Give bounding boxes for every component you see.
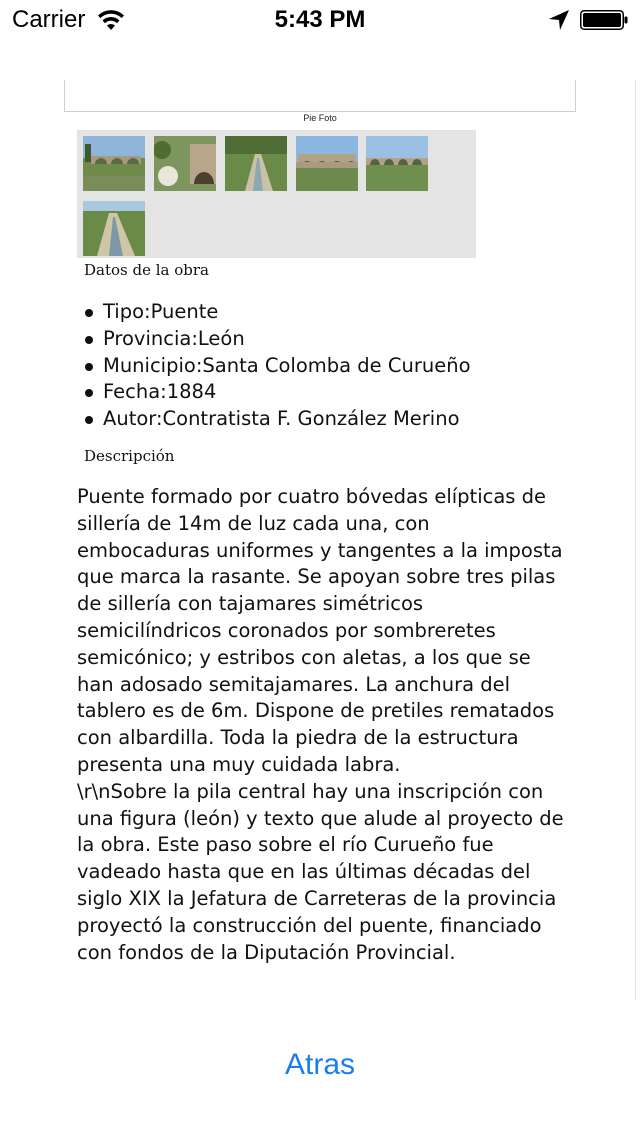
clock-time: 5:43 PM bbox=[274, 6, 366, 33]
thumbnail-1[interactable] bbox=[83, 136, 145, 191]
carrier-label: Carrier bbox=[12, 6, 86, 33]
datos-item-fecha: Fecha:1884 bbox=[84, 379, 471, 406]
thumbnail-4[interactable] bbox=[296, 136, 358, 191]
thumbnail-2[interactable] bbox=[154, 136, 216, 191]
scroll-edge-divider bbox=[635, 80, 636, 1000]
datos-list bbox=[84, 299, 471, 433]
descripcion-heading: Descripción bbox=[84, 447, 175, 465]
photo-caption: Pie Foto bbox=[303, 113, 337, 123]
descripcion-text: Puente formado por cuatro bóvedas elípticas de sillería de 14m de luz cada una, con embocaduras uniformes y tangentes a la imposta que marca la rasante. Se apoyan sobre tres pilas de sillería con tajamares simétricos semicilíndricos coronados por sombreretes semicónico; y estribos con aletas, a los que se han adosado semitajamares. La anchura del tablero es de 6m. Dispone de pretiles rematados con albardilla. Toda la piedra de la estructura presenta una muy cuidada labra. \r\nSobre la pila central hay una inscripción con una figura (león) y texto que alude al proyecto de la obra. Este paso sobre el río Curueño fue vadeado hasta que en las últimas décadas del siglo XIX la Jefatura de Carreteras de la provincia proyectó la construcción del puente, financiado con fondos de la Diputación Provincial. bbox=[77, 485, 564, 964]
back-button[interactable]: Atras bbox=[284, 1048, 356, 1081]
datos-heading: Datos de la obra bbox=[84, 261, 209, 279]
location-arrow-icon bbox=[548, 9, 570, 31]
thumbnail-gallery bbox=[77, 130, 476, 258]
thumbnail-5[interactable] bbox=[366, 136, 428, 191]
status-bar bbox=[0, 0, 640, 40]
datos-item-autor: Autor:Contratista F. González Merino bbox=[84, 406, 471, 433]
main-photo-frame bbox=[64, 80, 576, 112]
thumbnail-3[interactable] bbox=[225, 136, 287, 191]
datos-item-municipio: Municipio:Santa Colomba de Curueño bbox=[84, 353, 471, 380]
datos-item-tipo: Tipo:Puente bbox=[84, 299, 471, 326]
thumbnail-6[interactable] bbox=[83, 201, 145, 256]
datos-item-provincia: Provincia:León bbox=[84, 326, 471, 353]
battery-full-icon bbox=[580, 10, 628, 30]
